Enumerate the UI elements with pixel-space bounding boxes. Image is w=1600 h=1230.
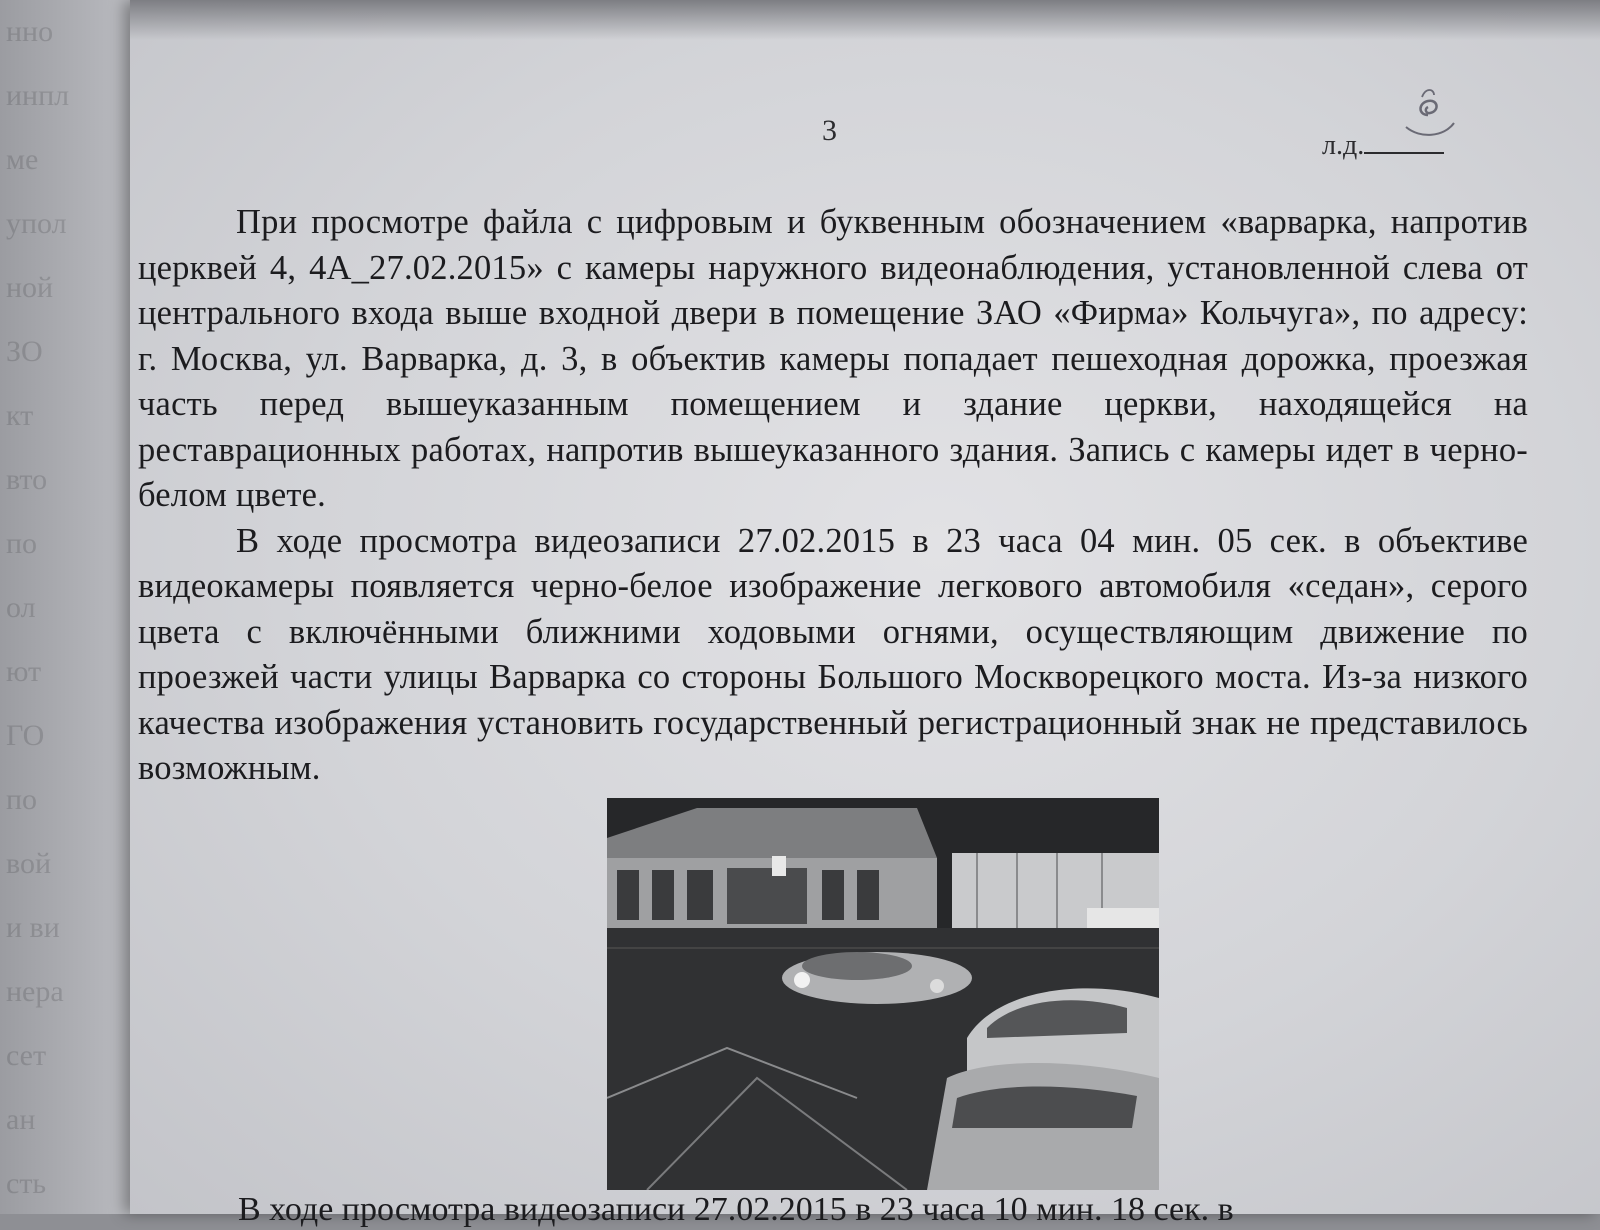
previous-page-edge	[0, 0, 150, 1214]
paragraph-video-observation: В ходе просмотра видеозаписи 27.02.2015 в 23 часа 04 мин. 05 сек. в объективе видеокамеры появляется черно-белое изображение легкового автомобиля «седан», серого цвета с включёнными ближними ходовыми огнями, осуществляющим движение по проезжей части улицы Варварка со стороны Большого Москворецкого моста. Из-за низкого качества изображения установить государственный регистрационный знак не представилось возможным.	[138, 521, 1528, 787]
continuation-line: В ходе просмотра видеозаписи 27.02.2015 в 23 часа 10 мин. 18 сек. в	[238, 1191, 1234, 1228]
cctv-still-image	[607, 798, 1159, 1190]
page-number: 3	[822, 114, 837, 147]
previous-page-bleed: нно инпл ме упол ной ЗО кт вто по ол ют ГО по вой и ви нера сет ан сть	[6, 15, 70, 1200]
page-top-shadow	[130, 0, 1600, 40]
paragraph-video-file-description: При просмотре файла с цифровым и буквенным обозначением «варварка, напротив церквей 4, 4А_27.02.2015» с камеры наружного видеонаблюдения, установленной слева от центрального входа выше входной двери в помещение ЗАО «Фирма» Кольчуга», по адресу: г. Москва, ул. Варварка, д. 3, в объектив камеры попадает пешеходная дорожка, проезжая часть перед вышеуказанным помещением и здание церкви, находящейся на реставрационных работах, напротив вышеуказанного здания. Запись с камеры идет в черно-белом цвете.	[138, 203, 1528, 514]
handwritten-sheet-number	[1400, 85, 1460, 145]
document-body	[138, 200, 1528, 792]
cctv-scene	[607, 798, 1159, 1190]
case-sheet-label: л.д.	[1322, 130, 1365, 161]
